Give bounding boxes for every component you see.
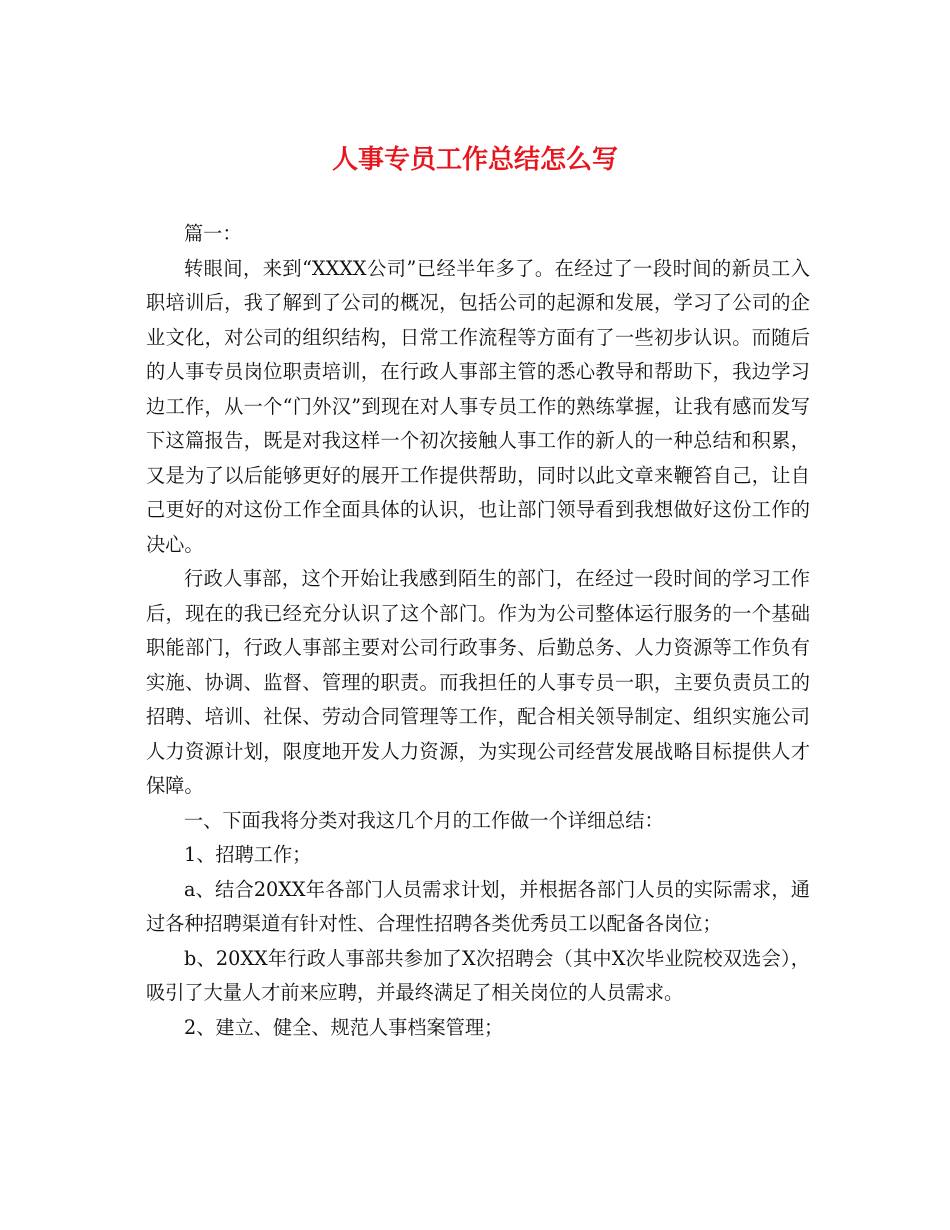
paragraph-department: 行政人事部，这个开始让我感到陌生的部门，在经过一段时间的学习工作后，现在的我已经充分认识了这个部门。作为为公司整体运行服务的一个基础职能部门，行政人事部主要对公司行政事务、后勤总务、人力资源等工作负有实施、协调、监督、管理的职责。而我担任的人事专员一职，主要负责员工的招聘、培训、社保、劳动合同管理等工作，配合相关领导制定、组织实施公司人力资源计划，限度地开发人力资源，为实现公司经营发展战略目标提供人才保障。 xyxy=(146,567,810,797)
document-title: 人事专员工作总结怎么写 xyxy=(331,145,618,175)
paragraph-recruitment-b: b、20XX年行政人事部共参加了X次招聘会（其中X次毕业院校双选会），吸引了大量人才前来应聘，并最终满足了相关岗位的人员需求。 xyxy=(146,946,810,1004)
paragraph-chapter-label: 篇一： xyxy=(184,222,242,245)
paragraph-recruitment-heading: 1、招聘工作； xyxy=(184,843,312,866)
document-body xyxy=(146,217,810,1045)
paragraph-section-heading: 一、下面我将分类对我这几个月的工作做一个详细总结： xyxy=(184,808,664,832)
paragraph-intro: 转眼间，来到“XXXX公司”已经半年多了。在经过了一段时间的新员工入职培训后，我了解到了公司的概况，包括公司的起源和发展，学习了公司的企业文化，对公司的组织结构，日常工作流程等方面有了一些初步认识。而随后的人事专员岗位职责培训，在行政人事部主管的悉心教导和帮助下，我边学习边工作，从一个“门外汉”到现在对人事专员工作的熟练掌握，让我有感而发写下这篇报告，既是对我这样一个初次接触人事工作的新人的一种总结和积累，又是为了以后能够更好的展开工作提供帮助，同时以此文章来鞭笞自己，让自己更好的对这份工作全面具体的认识，也让部门领导看到我想做好这份工作的决心。 xyxy=(146,256,810,556)
paragraph-archives-heading: 2、建立、健全、规范人事档案管理； xyxy=(184,1015,504,1039)
paragraph-recruitment-a: a、结合20XX年各部门人员需求计划，并根据各部门人员的实际需求，通过各种招聘渠道有针对性、合理性招聘各类优秀员工以配备各岗位； xyxy=(146,877,810,935)
